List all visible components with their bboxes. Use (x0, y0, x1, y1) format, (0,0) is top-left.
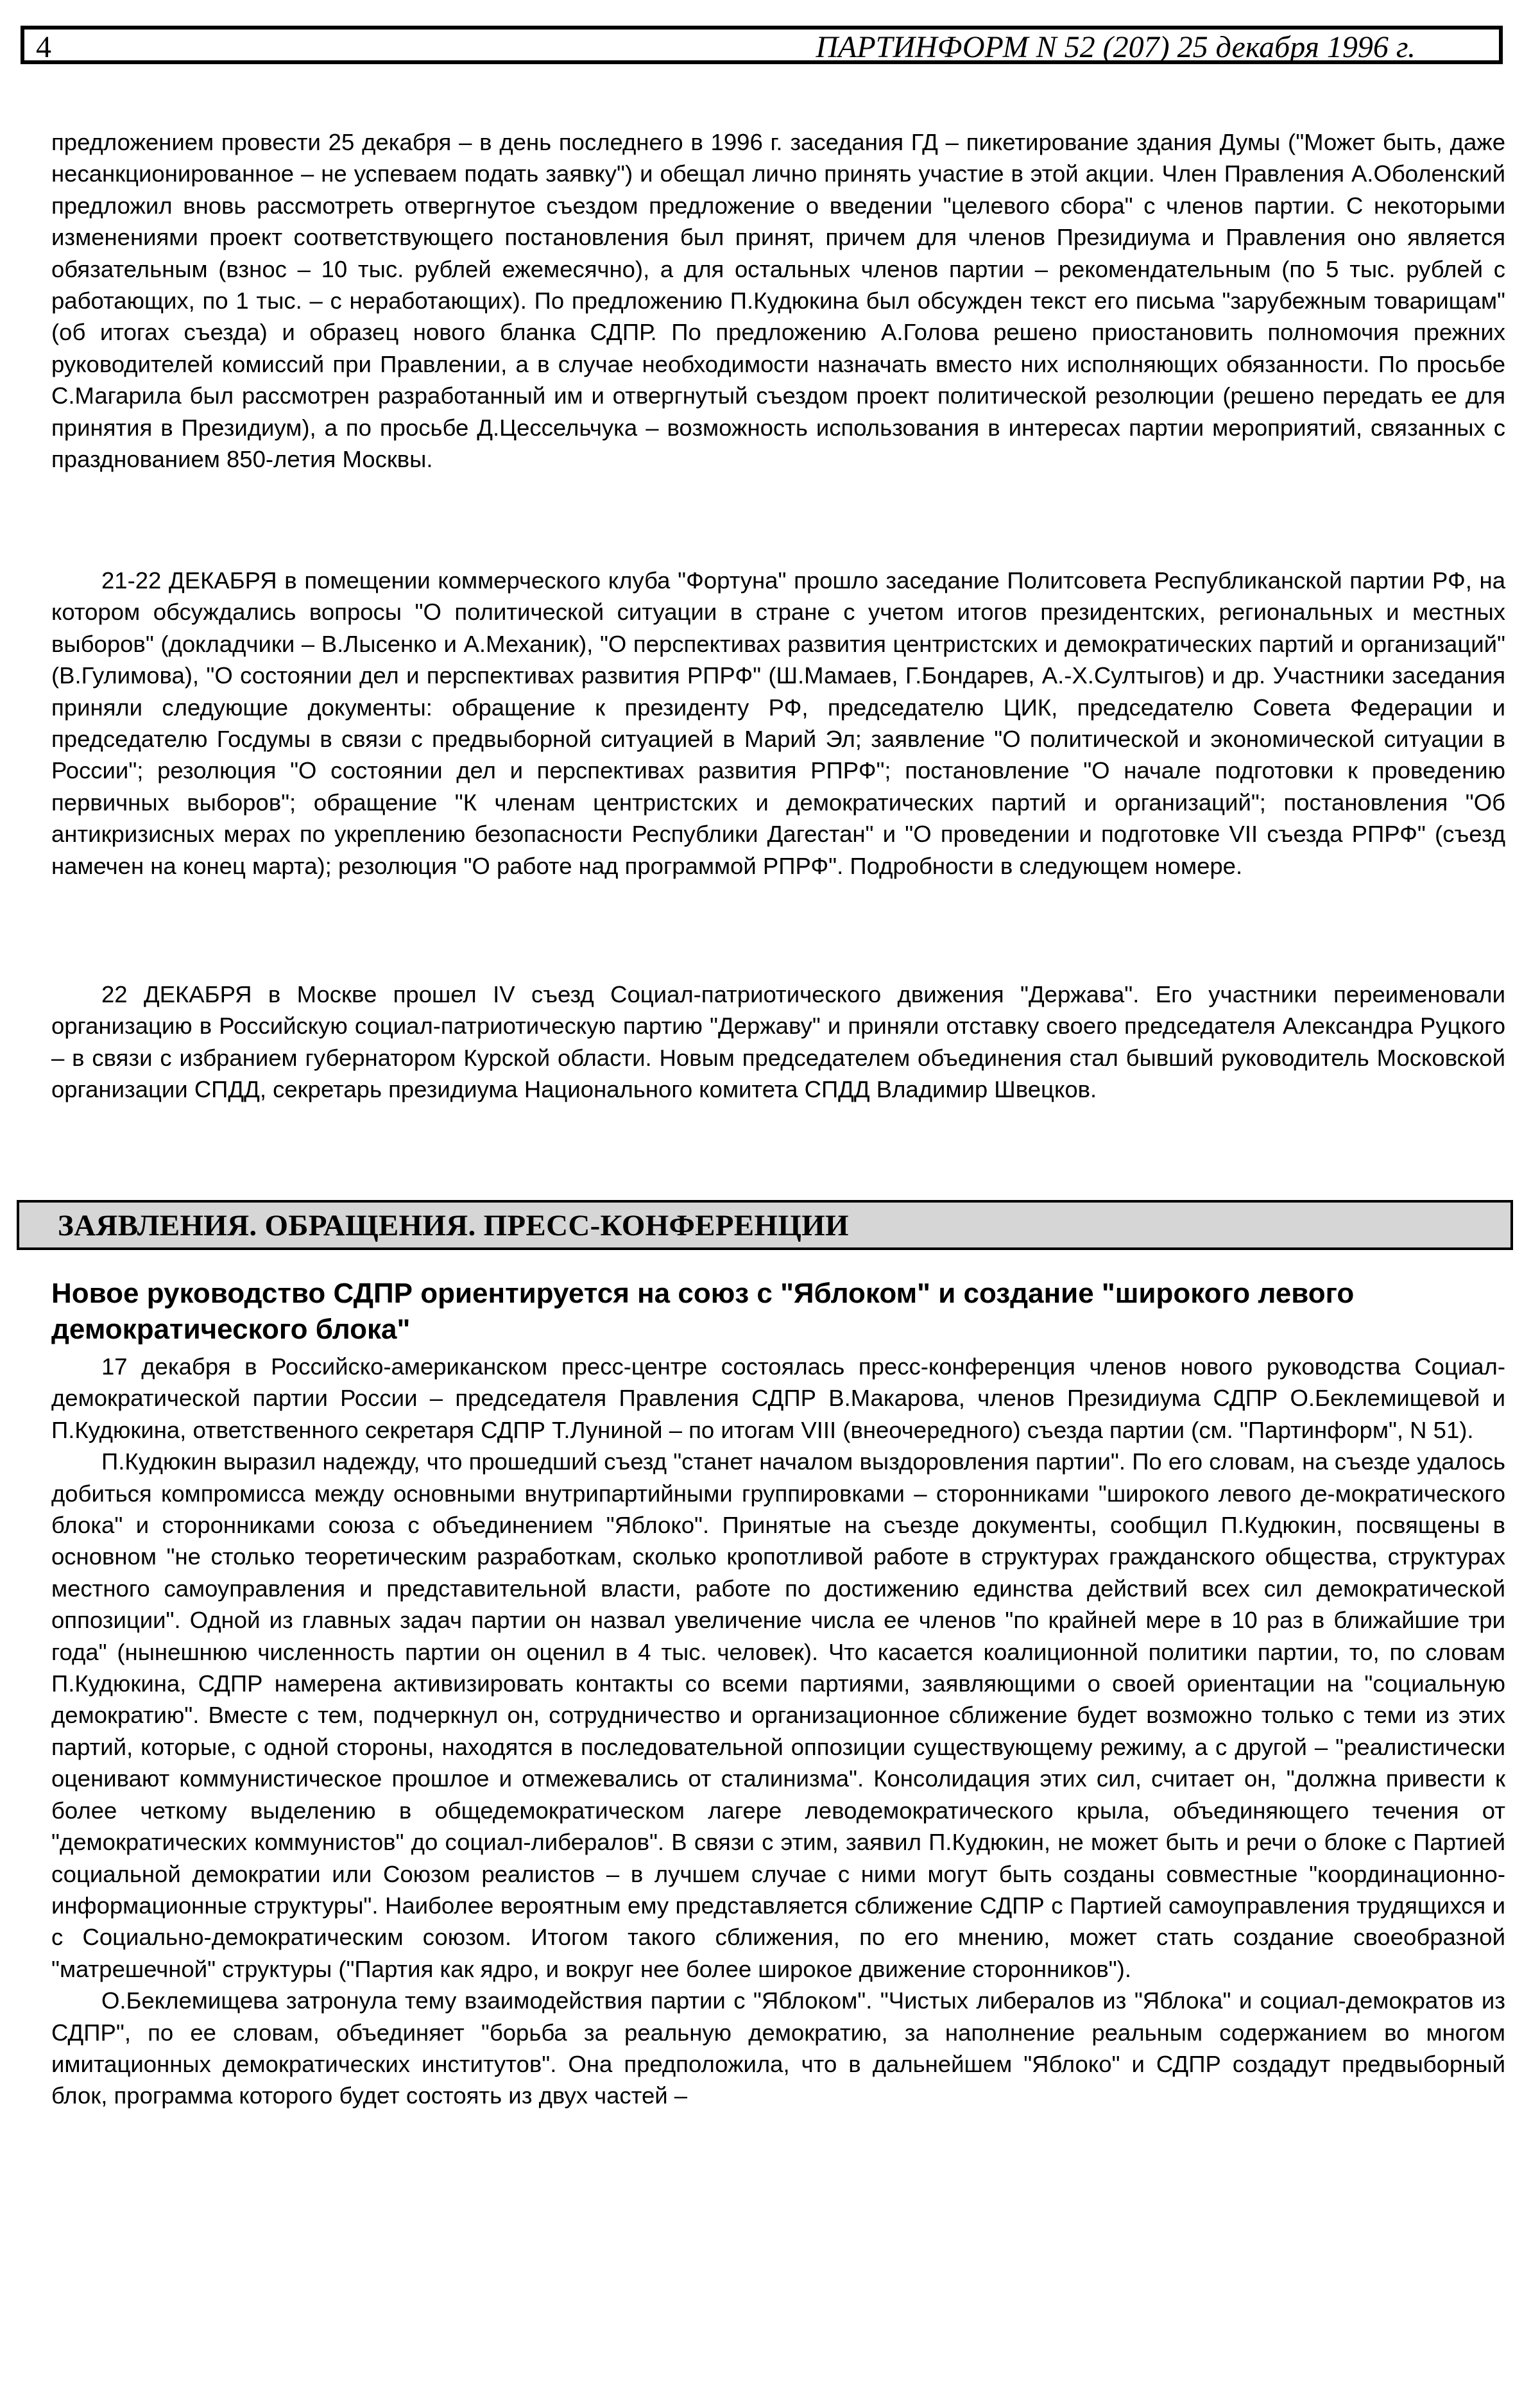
article-body (51, 1351, 1505, 2112)
news-paragraph-continuation: предложением провести 25 декабря – в день последнего в 1996 г. заседания ГД – пикетирование здания Думы ("Может быть, даже несанкционированное – не успеваем подать заявку") и обещал лично принять участие в этой акции. Член Правления А.Оболенский предложил вновь рассмотреть отвергнутое съездом предложение о введении "целевого сбора" с членов партии. С некоторыми изменениями проект соответствующего постановления был принят, причем для членов Президиума и Правления оно является обязательным (взнос – 10 тыс. рублей ежемесячно), а для остальных членов партии – рекомендательным (по 5 тыс. рублей с работающих, по 1 тыс. – с неработающих). По предложению П.Кудюкина был обсужден текст его письма "зарубежным товарищам" (об итогах съезда) и образец нового бланка СДПР. По предложению А.Голова решено приостановить полномочия прежних руководителей комиссий при Правлении, а в случае необходимости назначать вместо них исполняющих обязанности. По просьбе С.Магарила был рассмотрен разработанный им и отвергнутый съездом проект политической резолюции (решено передать ее для принятия в Президиум), а по просьбе Д.Цессельчука – возможность использования в интересах партии мероприятий, связанных с празднованием 850-летия Москвы. (51, 129, 1505, 473)
section-title: ЗАЯВЛЕНИЯ. ОБРАЩЕНИЯ. ПРЕСС-КОНФЕРЕНЦИИ (58, 1209, 849, 1242)
page-number: 4 (36, 30, 51, 64)
article-paragraph: 17 декабря в Российско-американском пресс-центре состоялась пресс-конференция членов нового руководства Социал-демократической партии России – председателя Правления СДПР В.Макарова, членов Президиума СДПР О.Беклемищевой и П.Кудюкина, ответственного секретаря СДПР Т.Луниной – по итогам VIII (внеочередного) съезда партии (см. "Партинформ", N 51). (51, 1353, 1505, 1443)
news-paragraph-derzhava: 22 ДЕКАБРЯ в Москве прошел IV съезд Социал-патриотического движения "Держава". Его участники переименовали организацию в Российскую социал-патриотическую партию "Державу" и приняли отставку своего председателя Александра Руцкого – в связи с избранием губернатором Курской области. Новым председателем объединения стал бывший руководитель Московской организации СПДД, секретарь президиума Национального комитета СПДД Владимир Швецков. (51, 981, 1505, 1103)
section-banner (17, 1200, 1513, 1250)
news-paragraph-rprf: 21-22 ДЕКАБРЯ в помещении коммерческого клуба "Фортуна" прошло заседание Политсовета Республиканской партии РФ, на котором обсуждались вопросы "О политической ситуации в стране с учетом итогов президентских, региональных и местных выборов" (докладчики – В.Лысенко и А.Механик), "О перспективах развития центристских и демократических партий и организаций" (В.Гулимова), "О состоянии дел и перспективах развития РПРФ" (Ш.Мамаев, Г.Бондарев, А.-Х.Султыгов) и др. Участники заседания приняли следующие документы: обращение к президенту РФ, председателю ЦИК, председателю Совета Федерации и председателю Госдумы в связи с предвыборной ситуацией в Марий Эл; заявление "О политической и экономической ситуации в России"; резолюция "О состоянии дел и перспективах развития РПРФ"; постановление "О начале подготовки к проведению первичных выборов"; обращение "К членам центристских и демократических партий и организаций"; постановления "Об антикризисных мерах по укреплению безопасности Республики Дагестан" и "О проведении и подготовке VII съезда РПРФ" (съезд намечен на конец марта); резолюция "О работе над программой РПРФ". Подробности в следующем номере. (51, 567, 1505, 879)
article-paragraph: П.Кудюкин выразил надежду, что прошедший съезд "станет началом выздоровления партии". По его словам, на съезде удалось добиться компромисса между основными внутрипартийными группировками – сторонниками "широкого левого де-мократического блока" и сторонниками союза с объединением "Яблоко". Принятые на съезде документы, сообщил П.Кудюкин, посвящены в основном "не столько теоретическим разработкам, сколько кропотливой работе в структурах гражданского общества, структурах местного самоуправления и представительной власти, работе по достижению единства действий всех сил демократической оппозиции". Одной из главных задач партии он назвал увеличение числа ее членов "по крайней мере в 10 раз в ближайшие три года" (нынешнюю численность партии он оценил в 4 тыс. человек). Что касается коалиционной политики партии, то, по словам П.Кудюкина, СДПР намерена активизировать контакты со всеми партиями, заявляющими о своей ориентации на "социальную демократию". Вместе с тем, подчеркнул он, сотрудничество и организационное сближение будет возможно только с теми из этих партий, которые, с одной стороны, находятся в последовательной оппозиции существующему режиму, а с другой – "реалистически оценивают коммунистическое прошлое и отмежевались от сталинизма". Консолидация этих сил, считает он, "должна привести к более четкому выделению в общедемократическом лагере леводемократического крыла, объединяющего течения от "демократических коммунистов" до социал-либералов". В связи с этим, заявил П.Кудюкин, не может быть и речи о блоке с Партией социальной демократии или Союзом реалистов – в лучшем случае с ними могут быть созданы совместные "координационно-информационные структуры". Наиболее вероятным ему представляется сближение СДПР с Партией самоуправления трудящихся и с Социально-демократическим союзом. Итогом такого сближения, по его мнению, может стать создание своеобразной "матрешечной" структуры ("Партия как ядро, и вокруг нее более широкое движение сторонников"). (51, 1448, 1505, 1982)
article-paragraph: О.Беклемищева затронула тему взаимодействия партии с "Яблоком". "Чистых либералов из "Яблока" и социал-демократов из СДПР", по ее словам, объединяет "борьба за реальную демократию, за наполнение реальным содержанием во многом имитационных демократических институтов". Она предположила, что в дальнейшем "Яблоко" и СДПР создадут предвыборный блок, программа которого будет состоять из двух частей – (51, 1987, 1505, 2109)
page-header (21, 26, 1503, 64)
issue-title: ПАРТИНФОРМ N 52 (207) 25 декабря 1996 г. (816, 30, 1416, 64)
article-title: Новое руководство СДПР ориентируется на союз с "Яблоком" и создание "широкого левого демократического блока" (51, 1278, 1355, 1345)
